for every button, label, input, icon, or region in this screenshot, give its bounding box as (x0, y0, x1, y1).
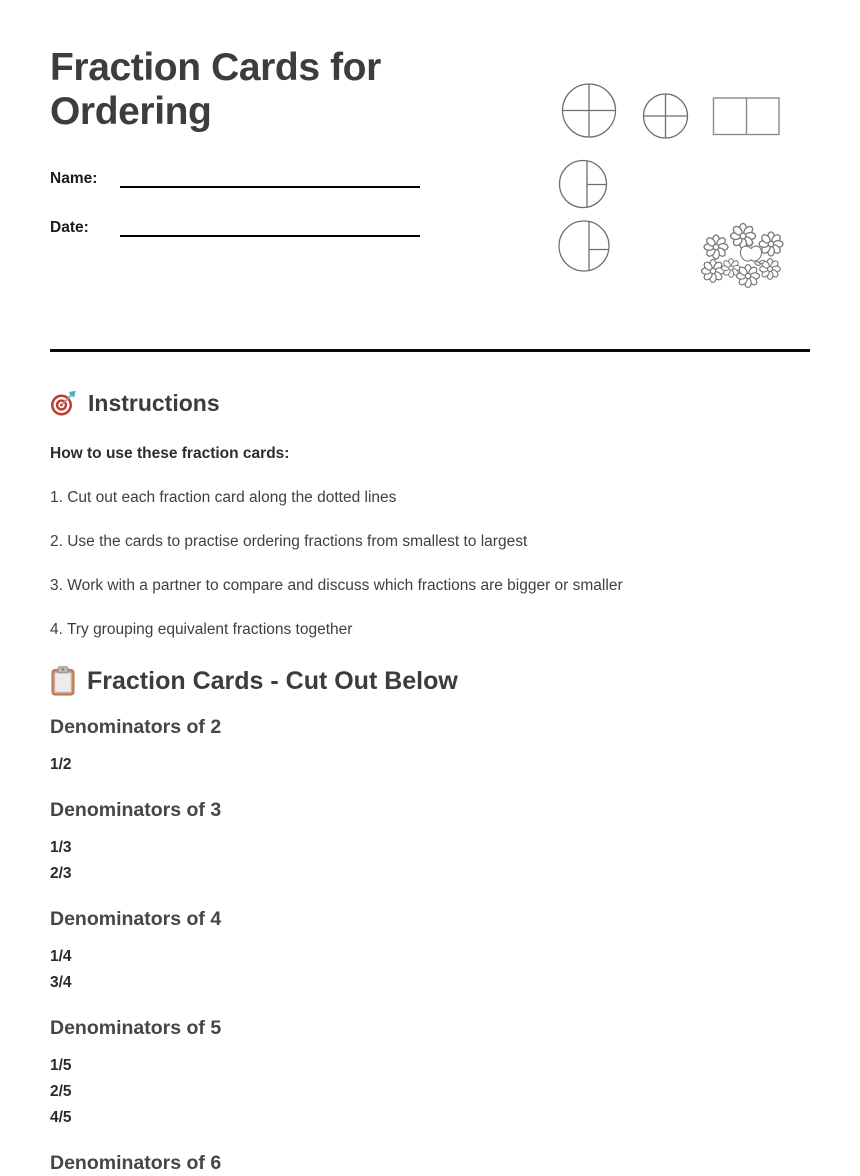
cards-heading-text: Fraction Cards - Cut Out Below (87, 667, 458, 695)
denominator-heading: Denominators of 4 (50, 908, 222, 930)
instructions-intro: How to use these fraction cards: (50, 445, 290, 462)
fraction-card-label: 1/3 (50, 839, 72, 856)
denominator-heading: Denominators of 5 (50, 1017, 222, 1039)
name-label: Name: (50, 170, 98, 187)
fraction-card-label: 2/3 (50, 865, 72, 882)
instruction-step-1: 1. Cut out each fraction card along the dotted lines (50, 489, 397, 506)
flower-apple-clipart (702, 224, 783, 288)
date-input-line[interactable] (120, 217, 420, 237)
fraction-card-label: 2/5 (50, 1083, 72, 1100)
fraction-card-label: 4/5 (50, 1109, 72, 1126)
denominator-section-2 (50, 714, 810, 778)
circle-quarters-small (644, 94, 688, 138)
instructions-heading-text: Instructions (88, 390, 220, 416)
fraction-card-label: 1/2 (50, 756, 72, 773)
denominator-section-3 (50, 797, 810, 887)
denominator-heading: Denominators of 6 (50, 1152, 222, 1174)
instruction-step-3: 3. Work with a partner to compare and discuss which fractions are bigger or smaller (50, 577, 623, 594)
clipboard-icon (50, 666, 76, 696)
name-input-line[interactable] (120, 168, 420, 188)
page-title: Fraction Cards for Ordering (50, 46, 381, 133)
denominator-section-6-clipped (50, 1150, 810, 1176)
circle-half-two-quarters-2 (559, 221, 609, 271)
fraction-list (50, 835, 810, 887)
circle-half-two-quarters-1 (560, 161, 607, 208)
fraction-card-label: 3/4 (50, 974, 72, 991)
fraction-list (50, 752, 810, 778)
fraction-list (50, 944, 810, 996)
date-label: Date: (50, 219, 89, 236)
fraction-card-label: 1/5 (50, 1057, 72, 1074)
date-field-row (50, 213, 420, 237)
denominator-heading: Denominators of 3 (50, 799, 222, 821)
cards-heading (50, 666, 810, 696)
fraction-card-label: 1/4 (50, 948, 72, 965)
name-field-row (50, 164, 420, 188)
instruction-step-4: 4. Try grouping equivalent fractions together (50, 621, 353, 638)
rectangle-halves (714, 98, 780, 135)
section-divider (50, 349, 810, 352)
target-icon (50, 390, 77, 417)
denominator-heading: Denominators of 2 (50, 716, 222, 738)
instructions-heading (50, 388, 810, 418)
instruction-step-2: 2. Use the cards to practise ordering fractions from smallest to largest (50, 533, 528, 550)
denominator-section-4 (50, 906, 810, 996)
circle-quarters-large (563, 84, 616, 137)
fraction-list (50, 1053, 810, 1131)
denominator-section-5 (50, 1015, 810, 1131)
fraction-shapes-illustration (548, 68, 800, 300)
